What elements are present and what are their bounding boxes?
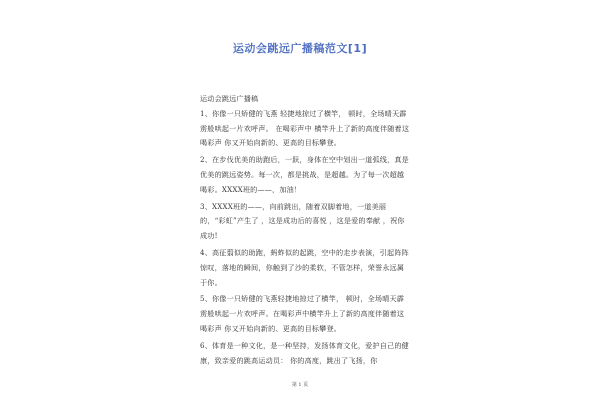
paragraph-5: 5、你像一只矫健的飞燕轻捷地掠过了横竿， 顿时，全场晴天霹雳般哄起一片欢呼声。在喝彩声中横竿升上了新的高度伴随着这喝彩声 你又开始向新的、更高的目标攀登。 [200,294,405,333]
paragraph-1: 1、你像一只矫健的飞燕 轻捷地掠过了横竿， 顿时，全场晴天霹雳般哄起一片欢呼声。 在喝彩声中 横竿升上了新的高度伴随着这喝彩声 你又开始向新的、更高的目标攀登。 [200,108,410,148]
document-title: 运动会跳远广播稿范文[1] [232,42,368,55]
paragraph-3: 3、XXXX班的——，向前跳出，随着双脚着地，一道美丽的，“彩虹”产生了 ，这是成功后的喜悦 ，这是爱的奉献 ，祝你成功! [200,201,405,241]
paragraph-2: 2、在步伐优美的助跑后，一跃，身体在空中划出一道弧线，真是优美的跳远姿势。每一次，都是挑战，是超越。为了每一次超越喝彩。XXXX班的——，加油！ [200,155,409,194]
page-footer: 第 1 页 [291,382,309,388]
paragraph-4: 4、高征翦似的助跑，蚂蚱似的起跳，空中的走步表演，引起阵阵惊叹，落地的瞬间，你触到了沙的柔软，不管怎样，荣誉永远属于你。 [200,247,409,287]
document-body [200,92,410,370]
paragraph-6: 6、体育是一种文化，是一种坚持，发扬体育文化，爱护自己的健康，致亲爱的跳高运动员： 你的高度，跳出了飞扬，你 [200,340,409,365]
document-subtitle: 运动会跳远广播稿 [200,94,259,103]
